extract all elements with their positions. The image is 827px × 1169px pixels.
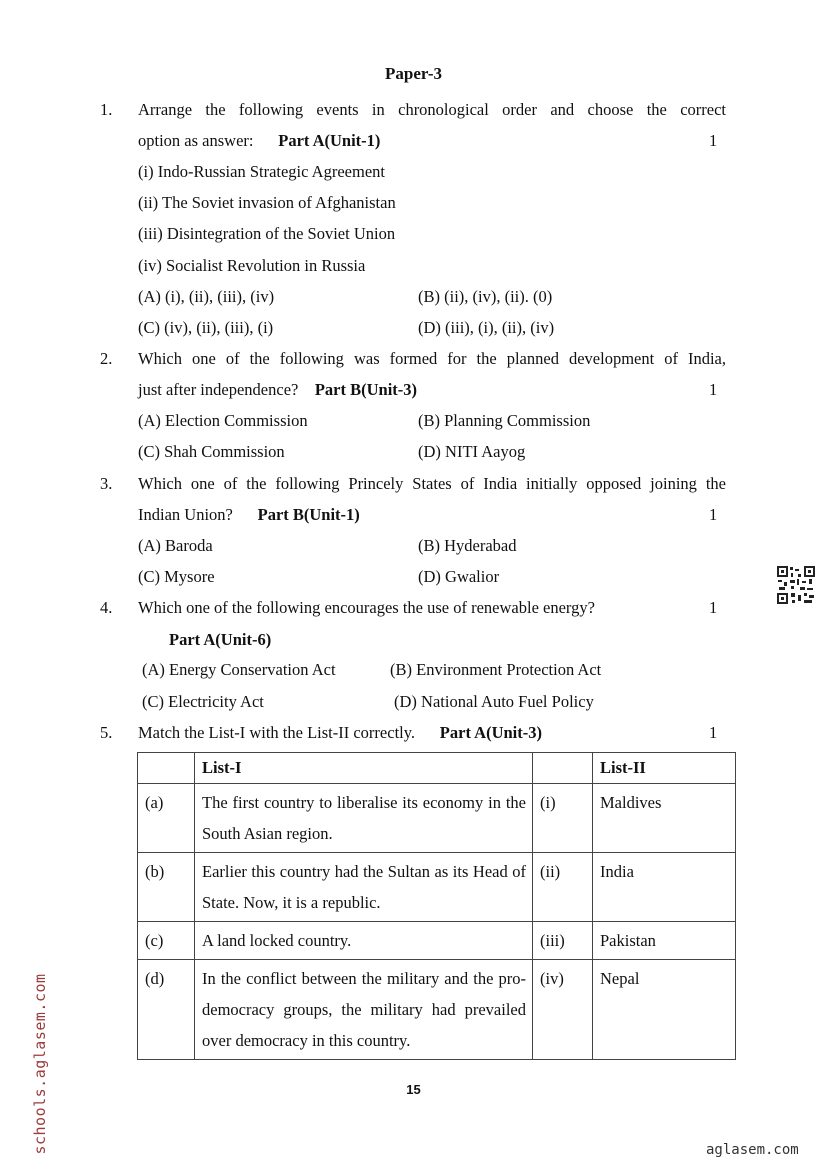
question-number: 3. [100, 474, 113, 493]
question-text-line2 [138, 380, 417, 400]
table-header-row [138, 753, 736, 784]
part-label: Part B(Unit-3) [314, 380, 418, 399]
question-text-line2 [138, 131, 380, 151]
table-cell: Maldives [593, 784, 736, 853]
table-cell: (ii) [533, 853, 593, 922]
page-number: 15 [406, 1082, 421, 1097]
qr-code-icon [776, 565, 816, 605]
option-b: (B) Environment Protection Act [390, 660, 602, 679]
question-number: 4. [100, 598, 113, 617]
option-c: (C) Electricity Act [142, 692, 264, 711]
option-c: (C) (iv), (ii), (iii), (i) [138, 318, 274, 337]
option-b: (B) Planning Commission [418, 411, 591, 430]
watermark-side: schools.aglasem.com [31, 973, 49, 1155]
question-text-line1: Which one of the following encourages the use of renewable energy? [138, 598, 595, 617]
question-text-line1 [138, 723, 542, 743]
option-a: (A) Election Commission [138, 411, 308, 430]
option-c: (C) Mysore [138, 567, 215, 586]
question-text-line1: Which one of the following was formed for the planned development of India, [138, 349, 726, 368]
table-cell: Pakistan [593, 922, 736, 960]
list-item: (i) Indo-Russian Strategic Agreement [138, 162, 385, 181]
table-cell: (i) [533, 784, 593, 853]
table-cell: (d) [138, 960, 195, 1060]
list-item: (iii) Disintegration of the Soviet Union [138, 224, 396, 243]
option-c: (C) Shah Commission [138, 442, 285, 461]
part-label: Part A(Unit-1) [278, 131, 381, 150]
option-a: (A) Energy Conservation Act [142, 660, 336, 679]
table-header-cell: List-II [593, 753, 736, 784]
table-cell: (c) [138, 922, 195, 960]
table-header-cell: List-I [195, 753, 533, 784]
table-cell: (a) [138, 784, 195, 853]
list-item: (iv) Socialist Revolution in Russia [138, 256, 366, 275]
question-number: 2. [100, 349, 113, 368]
question-text-line2 [138, 505, 360, 525]
table-header-cell [138, 753, 195, 784]
table-row [138, 853, 736, 922]
question-text: option as answer: [138, 131, 254, 150]
table-cell: Earlier this country had the Sultan as its Head of State. Now, it is a republic. [195, 853, 533, 922]
paper-title: Paper-3 [385, 64, 442, 83]
option-a: (A) (i), (ii), (iii), (iv) [138, 287, 275, 306]
table-cell: India [593, 853, 736, 922]
list-item: (ii) The Soviet invasion of Afghanistan [138, 193, 396, 212]
table-row [138, 922, 736, 960]
marks: 1 [709, 598, 718, 617]
marks: 1 [709, 380, 718, 399]
watermark-corner: aglasem.com [706, 1142, 799, 1158]
part-label: Part A(Unit-6) [169, 630, 272, 649]
question-number: 1. [100, 100, 113, 119]
option-a: (A) Baroda [138, 536, 213, 555]
table-row [138, 784, 736, 853]
question-text-line1: Arrange the following events in chronological order and choose the correct [138, 100, 726, 119]
option-b: (B) (ii), (iv), (ii). (0) [418, 287, 553, 306]
match-table [137, 752, 736, 1060]
table-cell: The first country to liberalise its economy in the South Asian region. [195, 784, 533, 853]
table-cell: A land locked country. [195, 922, 533, 960]
marks: 1 [709, 505, 718, 524]
table-cell: (b) [138, 853, 195, 922]
part-label: Part A(Unit-3) [439, 723, 542, 742]
marks: 1 [709, 131, 718, 150]
table-header-cell [533, 753, 593, 784]
part-label: Part B(Unit-1) [257, 505, 360, 524]
option-d: (D) NITI Aayog [418, 442, 526, 461]
option-b: (B) Hyderabad [418, 536, 517, 555]
option-d: (D) Gwalior [418, 567, 500, 586]
question-text: Match the List-I with the List-II correctly. [138, 723, 416, 742]
table-cell: (iii) [533, 922, 593, 960]
option-d: (D) National Auto Fuel Policy [394, 692, 594, 711]
question-text-line1: Which one of the following Princely States of India initially opposed joining the [138, 474, 726, 493]
option-d: (D) (iii), (i), (ii), (iv) [418, 318, 555, 337]
table-cell: (iv) [533, 960, 593, 1060]
marks: 1 [709, 723, 718, 742]
question-text: just after independence? [138, 380, 299, 399]
table-row [138, 960, 736, 1060]
table-cell: Nepal [593, 960, 736, 1060]
question-number: 5. [100, 723, 113, 742]
table-cell: In the conflict between the military and the pro-democracy groups, the military had prevailed over democracy in this country. [195, 960, 533, 1060]
question-text: Indian Union? [138, 505, 233, 524]
